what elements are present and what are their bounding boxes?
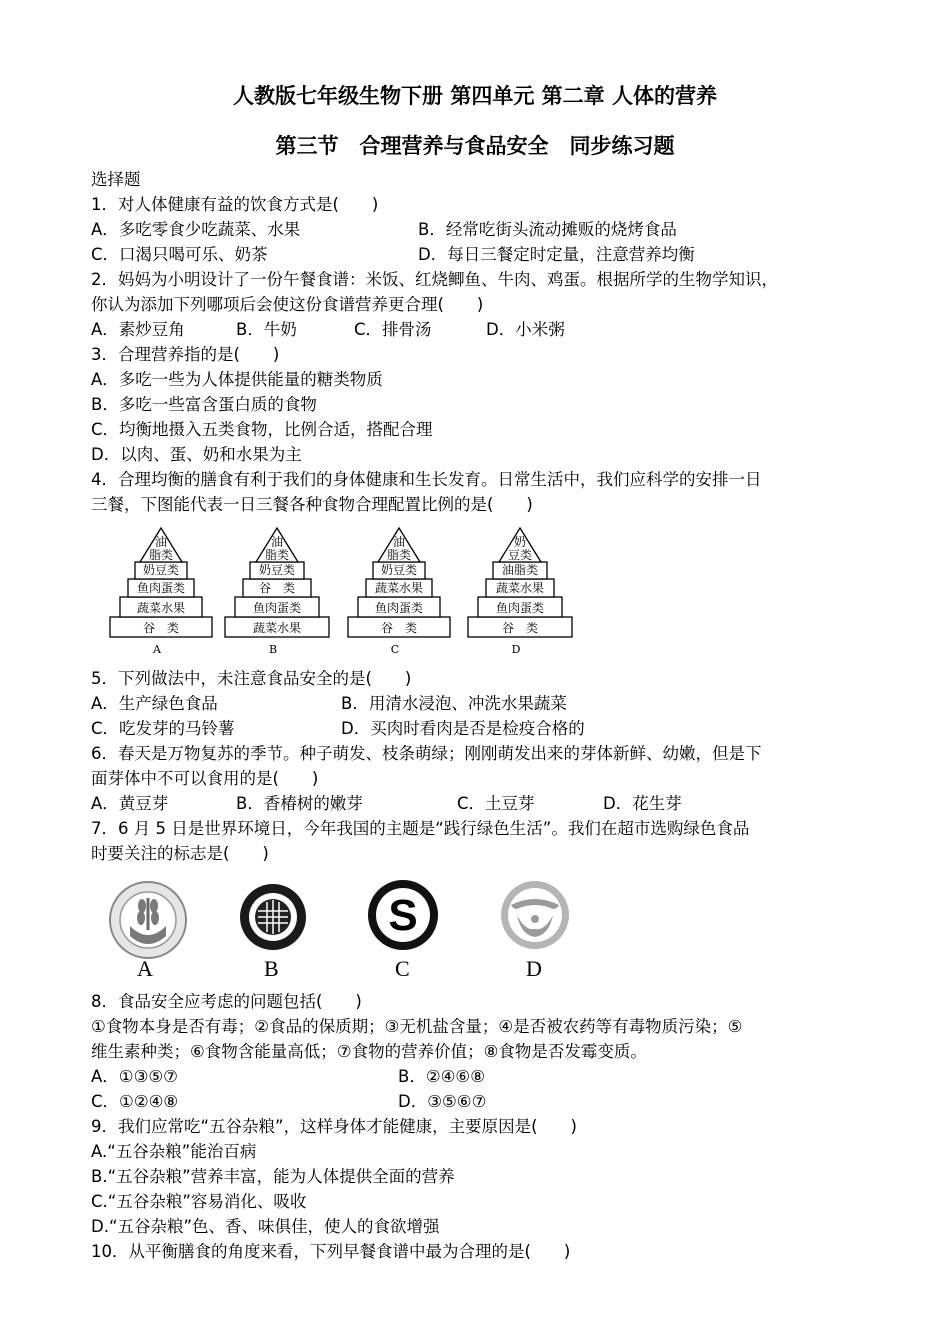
food-pyramid-c bbox=[348, 528, 450, 656]
q9-option-b: B.“五谷杂粮”营养丰富，能为人体提供全面的营养 bbox=[91, 1167, 455, 1186]
q5-option-c: C．吃发芽的马铃薯 bbox=[91, 719, 235, 738]
pyramid-apex-label: 油 bbox=[270, 535, 284, 549]
pyramid-tier-label: 蔬菜水果 bbox=[374, 581, 424, 595]
food-pyramids-svg bbox=[0, 522, 950, 662]
logo-d-label: D bbox=[526, 956, 542, 981]
q3-option-a: A．多吃一些为人体提供能量的糖类物质 bbox=[91, 370, 383, 389]
q2-stem-line1: 2．妈妈为小明设计了一份午餐食谱：米饭、红烧鲫鱼、牛肉、鸡蛋。根据所学的生物学知识， bbox=[91, 270, 778, 289]
logo-a-pollution-free-icon bbox=[108, 880, 188, 960]
logo-b-label: B bbox=[264, 956, 279, 981]
pyramid-apex-label: 油 bbox=[154, 535, 168, 549]
pyramid-tier-label: 谷 类 bbox=[258, 581, 296, 595]
food-pyramid-a bbox=[110, 528, 212, 656]
logo-c-label: C bbox=[395, 956, 410, 981]
pyramid-apex-label: 油 bbox=[392, 535, 406, 549]
food-pyramid-b bbox=[225, 528, 329, 656]
pyramid-tier-label: 蔬菜水果 bbox=[495, 581, 545, 595]
logo-b-seal-icon bbox=[238, 882, 308, 952]
section-label: 选择题 bbox=[91, 170, 141, 189]
food-pyramid-d bbox=[468, 528, 572, 656]
q5-option-b: B．用清水浸泡、冲洗水果蔬菜 bbox=[341, 694, 567, 713]
section-title: 第三节 合理营养与食品安全 同步练习题 bbox=[275, 134, 675, 158]
q7-stem-line2: 时要关注的标志是( ) bbox=[91, 844, 269, 863]
q6-option-c: C．土豆芽 bbox=[457, 794, 535, 813]
logo-d-green-food-icon bbox=[497, 879, 573, 951]
pyramid-tier-label: 谷 类 bbox=[501, 621, 539, 635]
pyramid-tier-label: 谷 类 bbox=[380, 621, 418, 635]
q8-option-a: A．①③⑤⑦ bbox=[91, 1067, 178, 1086]
q4-stem-line1: 4．合理均衡的膳食有利于我们的身体健康和生长发育。日常生活中，我们应科学的安排一日 bbox=[91, 470, 762, 489]
q2-option-b: B．牛奶 bbox=[236, 320, 297, 339]
q3-stem: 3．合理营养指的是( ) bbox=[91, 345, 280, 364]
pyramid-tier-label: 鱼肉蛋类 bbox=[252, 601, 302, 615]
q1-option-d: D．每日三餐定时定量，注意营养均衡 bbox=[418, 245, 695, 264]
q1-stem: 1．对人体健康有益的饮食方式是( ) bbox=[91, 195, 379, 214]
q8-option-d: D．③⑤⑥⑦ bbox=[398, 1092, 487, 1111]
pyramid-option-label: A bbox=[153, 643, 161, 656]
food-pyramid-figure bbox=[0, 522, 950, 662]
pyramid-apex-label: 奶 bbox=[513, 535, 527, 549]
pyramid-tier-label: 油脂类 bbox=[501, 563, 539, 577]
logo-c-letter: S bbox=[388, 891, 418, 940]
pyramid-apex-label: 脂类 bbox=[386, 548, 412, 562]
pyramid-option-label: C bbox=[390, 643, 400, 656]
q2-option-c: C．排骨汤 bbox=[354, 320, 432, 339]
logo-c-s-icon bbox=[367, 879, 439, 951]
q9-stem: 9．我们应常吃“五谷杂粮”，这样身体才能健康，主要原因是( ) bbox=[91, 1117, 577, 1136]
q8-option-c: C．①②④⑧ bbox=[91, 1092, 179, 1111]
q8-body-line1: ①食物本身是否有毒；②食品的保质期；③无机盐含量；④是否被农药等有毒物质污染；⑤ bbox=[91, 1017, 743, 1036]
q5-option-d: D．买肉时看肉是否是检疫合格的 bbox=[341, 719, 585, 738]
q2-option-a: A．素炒豆角 bbox=[91, 320, 185, 339]
q6-option-d: D．花生芽 bbox=[603, 794, 682, 813]
q5-stem: 5．下列做法中，未注意食品安全的是( ) bbox=[91, 669, 412, 688]
pyramid-tier-label: 奶豆类 bbox=[380, 563, 418, 577]
q1-option-b: B．经常吃街头流动摊贩的烧烤食品 bbox=[418, 220, 677, 239]
q6-stem-line2: 面芽体中不可以食用的是( ) bbox=[91, 769, 319, 788]
q8-option-b: B．②④⑥⑧ bbox=[398, 1067, 485, 1086]
q7-stem-line1: 7．6 月 5 日是世界环境日，今年我国的主题是“践行绿色生活”。我们在超市选购绿色食品 bbox=[91, 819, 750, 838]
q3-option-b: B．多吃一些富含蛋白质的食物 bbox=[91, 395, 317, 414]
pyramid-tier-label: 奶豆类 bbox=[142, 563, 180, 577]
q5-option-a: A．生产绿色食品 bbox=[91, 694, 218, 713]
q1-option-a: A．多吃零食少吃蔬菜、水果 bbox=[91, 220, 301, 239]
q8-stem: 8．食品安全应考虑的问题包括( ) bbox=[91, 992, 362, 1011]
q9-option-c: C.“五谷杂粮”容易消化、吸收 bbox=[91, 1192, 307, 1211]
q6-option-b: B．香椿树的嫩芽 bbox=[236, 794, 363, 813]
q8-body-line2: 维生素种类；⑥食物含能量高低；⑦食物的营养价值；⑧食物是否发霉变质。 bbox=[91, 1042, 647, 1061]
q3-option-d: D．以肉、蛋、奶和水果为主 bbox=[91, 445, 302, 464]
pyramid-tier-label: 鱼肉蛋类 bbox=[374, 601, 424, 615]
worksheet-title: 人教版七年级生物下册 第四单元 第二章 人体的营养 bbox=[233, 84, 717, 108]
q2-stem-line2: 你认为添加下列哪项后会使这份食谱营养更合理( ) bbox=[91, 295, 484, 314]
q10-stem: 10．从平衡膳食的角度来看，下列早餐食谱中最为合理的是( ) bbox=[91, 1242, 571, 1261]
pyramid-option-label: B bbox=[268, 643, 278, 656]
q9-option-d: D.“五谷杂粮”色、香、味俱佳，使人的食欲增强 bbox=[91, 1217, 440, 1236]
pyramid-apex-label: 脂类 bbox=[264, 548, 290, 562]
q3-option-c: C．均衡地摄入五类食物，比例合适，搭配合理 bbox=[91, 420, 433, 439]
q1-option-c: C．口渴只喝可乐、奶茶 bbox=[91, 245, 268, 264]
pyramid-tier-label: 鱼肉蛋类 bbox=[136, 581, 186, 595]
q6-stem-line1: 6．春天是万物复苏的季节。种子萌发、枝条萌绿；刚刚萌发出来的芽体新鲜、幼嫩，但是下 bbox=[91, 744, 762, 763]
pyramid-tier-label: 谷 类 bbox=[142, 621, 180, 635]
q6-option-a: A．黄豆芽 bbox=[91, 794, 169, 813]
q9-option-a: A.“五谷杂粮”能治百病 bbox=[91, 1142, 257, 1161]
pyramid-tier-label: 鱼肉蛋类 bbox=[495, 601, 545, 615]
pyramid-apex-label: 豆类 bbox=[507, 548, 533, 562]
pyramid-option-label: D bbox=[511, 643, 521, 656]
logo-a-label: A bbox=[137, 956, 153, 981]
pyramid-apex-label: 脂类 bbox=[148, 548, 174, 562]
pyramid-tier-label: 奶豆类 bbox=[258, 563, 296, 577]
pyramid-tier-label: 蔬菜水果 bbox=[136, 601, 186, 615]
q2-option-d: D．小米粥 bbox=[486, 320, 565, 339]
q4-stem-line2: 三餐，下图能代表一日三餐各种食物合理配置比例的是( ) bbox=[91, 495, 533, 514]
pyramid-tier-label: 蔬菜水果 bbox=[252, 621, 302, 635]
